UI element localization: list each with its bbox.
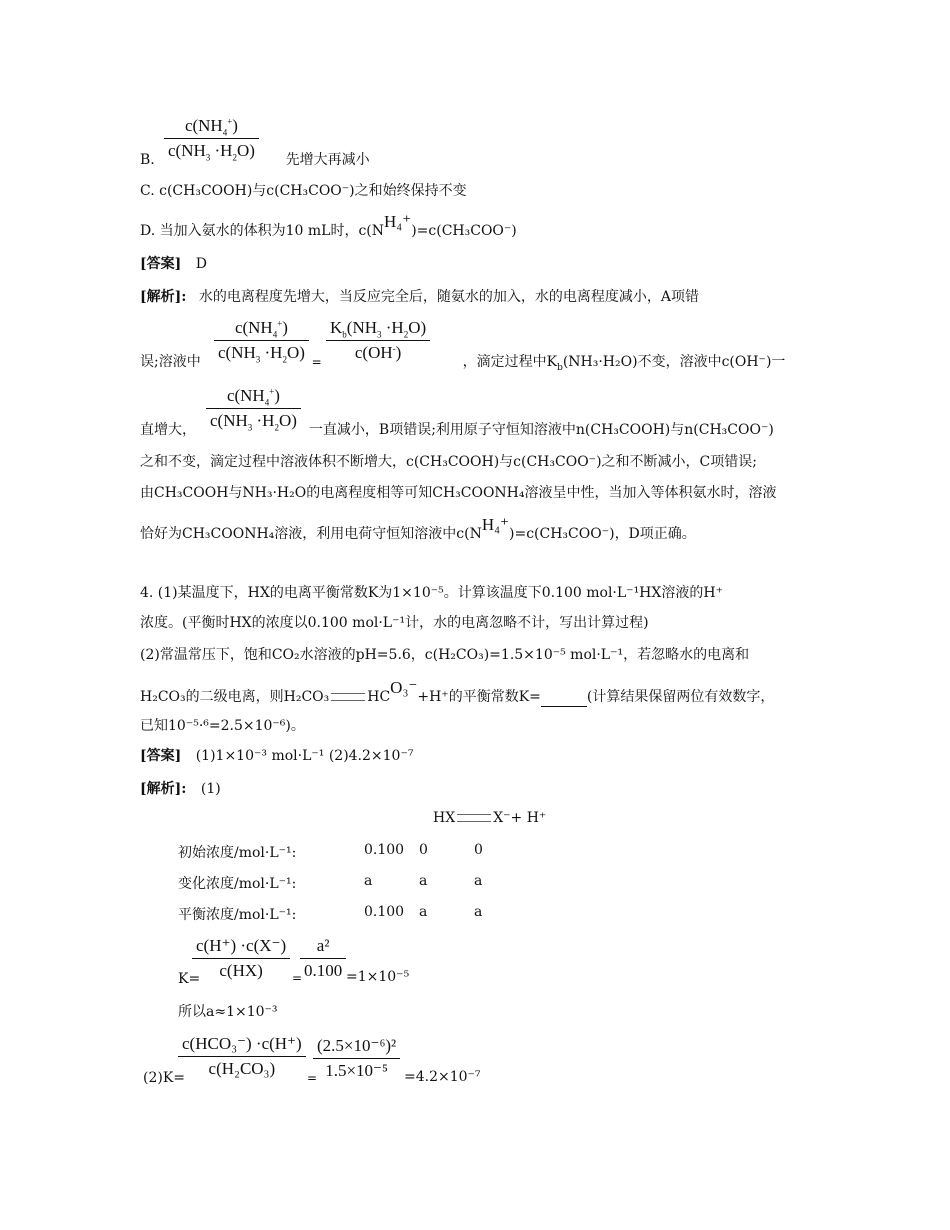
fraction-k-hx bbox=[192, 936, 290, 981]
option-d bbox=[140, 212, 517, 241]
option-b bbox=[140, 150, 370, 170]
answer-blank bbox=[541, 692, 587, 707]
so-a-approx: 所以a≈1×10⁻³ bbox=[178, 1004, 278, 1020]
answer-2-value: (1)1×10⁻³ mol·L⁻¹ (2)4.2×10⁻⁷ bbox=[195, 748, 414, 764]
analysis-1-line-6-post: )=c(CH₃COO⁻)，D项正确。 bbox=[509, 526, 696, 542]
k2-result: =4.2×10⁻⁷ bbox=[404, 1069, 481, 1085]
frac-num-sub: 4 bbox=[222, 127, 228, 138]
reaction-right: X⁻+ H⁺ bbox=[493, 810, 547, 826]
analysis-1-line-2-post: ，滴定过程中K bbox=[462, 354, 558, 370]
option-c: C. c(CH₃COOH)与c(CH₃COO⁻)之和始终保持不变 bbox=[140, 183, 467, 199]
analysis-1-line-6-pre: 恰好为CH₃COONH₄溶液，利用电荷守恒知溶液中c(N bbox=[140, 526, 482, 542]
reaction-left: HX bbox=[433, 810, 456, 826]
k-hco3-num: c(HCO₃⁻) ·c(H⁺) bbox=[178, 1034, 306, 1057]
q4-line-5: 已知10⁻⁵·⁶=2.5×10⁻⁶)。 bbox=[140, 718, 305, 734]
k-equals: = bbox=[292, 971, 303, 985]
answer-2-label: [答案] bbox=[140, 748, 182, 764]
analysis-2-header bbox=[140, 779, 221, 799]
answer-2 bbox=[140, 746, 413, 766]
values-num: (2.5×10⁻⁶)² bbox=[313, 1036, 400, 1059]
row-initial-label: 初始浓度/mol·L⁻¹: bbox=[178, 845, 297, 861]
analysis-1-line-6-ion: H₄⁺ bbox=[481, 515, 510, 534]
analysis-1-line-1 bbox=[140, 287, 699, 307]
k-hx-num: c(H⁺) ·c(X⁻) bbox=[192, 936, 290, 959]
analysis-1-label: [解析]: bbox=[140, 289, 187, 305]
equilibrium-arrow-2 bbox=[457, 814, 491, 822]
fraction-values bbox=[313, 1036, 400, 1081]
q4-line-2: 浓度。(平衡时HX的浓度以0.100 mol·L⁻¹计，水的电离忽略不计，写出计算过程) bbox=[140, 615, 649, 631]
kb-symbol: K bbox=[330, 318, 343, 337]
k-result: =1×10⁻⁵ bbox=[346, 969, 410, 985]
answer-1-value: D bbox=[195, 256, 207, 272]
q4-line-1: 4. (1)某温度下，HX的电离平衡常数K为1×10⁻⁵。计算该温度下0.100 mol·L⁻¹HX溶液的H⁺ bbox=[140, 585, 723, 601]
row-equilibrium-c3: a bbox=[474, 904, 483, 920]
analysis-2-part: (1) bbox=[200, 781, 221, 797]
fraction-nh4-over-nh3h2o-2: $\frac{c(NH_4^+)}{c(NH_3 \cdot H_2O)}$ bbox=[214, 318, 309, 363]
row-equilibrium-c2: a bbox=[419, 904, 428, 920]
k-hco3-den: c(H₂CO₃) bbox=[208, 1059, 276, 1078]
kb-sub: b bbox=[342, 329, 347, 340]
fraction-nh4-over-nh3h2o-3: $\frac{c(NH_4^+)}{c(NH_3 \cdot H_2O)}$ bbox=[206, 386, 301, 431]
q4-line-4 bbox=[140, 678, 775, 707]
k2-equals: = bbox=[307, 1071, 318, 1085]
q4-hc: HC bbox=[367, 689, 391, 705]
option-d-ion: H₄⁺ bbox=[384, 212, 412, 231]
option-d-post: )=c(CH₃COO⁻) bbox=[411, 223, 517, 239]
option-b-text: 先增大再减小 bbox=[285, 152, 370, 168]
k-label: K= bbox=[178, 971, 201, 987]
fraction-k-hco3 bbox=[178, 1034, 306, 1079]
option-d-pre: D. 当加入氨水的体积为10 mL时，c(N bbox=[140, 223, 385, 239]
frac-den-mid: ·H bbox=[210, 141, 233, 160]
row-initial-c1: 0.100 bbox=[364, 842, 405, 858]
q4-o3-ion: O₃⁻ bbox=[390, 678, 418, 697]
fraction-nh4-over-nh3h2o: $\frac{c(NH_4^+)}{c(NH_3 \cdot H_2O)}$ bbox=[164, 116, 259, 161]
frac-num-sup: + bbox=[227, 116, 233, 127]
a2-num: a² bbox=[300, 936, 346, 959]
analysis-1-text-1: 水的电离程度先增大，当反应完全后，随氨水的加入，水的电离程度减小，A项错 bbox=[198, 289, 699, 305]
row-initial-c2: 0 bbox=[419, 842, 428, 858]
row-equilibrium-label: 平衡浓度/mol·L⁻¹: bbox=[178, 907, 297, 923]
a2-den: 0.100 bbox=[304, 961, 343, 980]
analysis-1-line-2-pre: 误;溶液中 bbox=[140, 354, 201, 370]
analysis-1-line-3-pre: 直增大， bbox=[140, 422, 196, 438]
oh-den: c(OH bbox=[354, 343, 393, 362]
k2-label: (2)K= bbox=[143, 1070, 186, 1086]
equals-sign: = bbox=[311, 355, 322, 369]
analysis-1-line-4: 之和不变，滴定过程中溶液体积不断增大，c(CH₃COOH)与c(CH₃COO⁻)之和不断减小，C项错误; bbox=[140, 454, 757, 470]
option-b-label: B. bbox=[140, 152, 155, 168]
k-hx-den: c(HX) bbox=[219, 961, 263, 980]
analysis-1-line-5: 由CH₃COOH与NH₃·H₂O的电离程度相等可知CH₃COONH₄溶液呈中性，当加入等体积氨水时，溶液 bbox=[140, 485, 777, 501]
q4-line-4-pre: H₂CO₃的二级电离，则H₂CO₃ bbox=[140, 689, 330, 705]
q4-line-4-post: +H⁺的平衡常数K= bbox=[417, 689, 541, 705]
analysis-1-line-6 bbox=[140, 515, 696, 544]
frac-den: c(NH bbox=[168, 141, 206, 160]
row-equilibrium-c1: 0.100 bbox=[364, 904, 405, 920]
analysis-1-line-2 bbox=[140, 352, 785, 372]
kb-rest: (NH bbox=[346, 318, 377, 337]
analysis-1-line-3 bbox=[140, 420, 774, 440]
row-change-label: 变化浓度/mol·L⁻¹: bbox=[178, 876, 297, 892]
row-initial-c3: 0 bbox=[474, 842, 483, 858]
frac-den-end: O) bbox=[236, 141, 255, 160]
equilibrium-arrow bbox=[331, 693, 365, 701]
row-change-c1: a bbox=[364, 873, 373, 889]
fraction-kb-over-oh: $\frac{K_b(NH_3 \cdot H_2O)}{c(OH^-)}$ bbox=[326, 318, 430, 363]
q4-line-4-tail: (计算结果保留两位有效数字， bbox=[586, 689, 775, 705]
row-change-c2: a bbox=[419, 873, 428, 889]
analysis-2-label: [解析]: bbox=[140, 781, 187, 797]
kb-sub-2: b bbox=[557, 362, 563, 373]
analysis-1-line-2-post2: (NH₃·H₂O)不变，溶液中c(OH⁻)一 bbox=[562, 354, 786, 370]
frac-num: c(NH bbox=[184, 116, 223, 135]
analysis-1-line-3-post: 一直减小，B项错误;利用原子守恒知溶液中n(CH₃COOH)与n(CH₃COO⁻) bbox=[308, 422, 774, 438]
oh-den-sup: - bbox=[392, 343, 396, 354]
fraction-a2 bbox=[300, 936, 346, 981]
frac-den-sub2: 2 bbox=[232, 152, 237, 163]
values-den: 1.5×10⁻⁵ bbox=[325, 1061, 388, 1080]
reaction-equation bbox=[433, 810, 546, 826]
row-change-c3: a bbox=[474, 873, 483, 889]
answer-1 bbox=[140, 254, 207, 274]
q4-line-3: (2)常温常压下，饱和CO₂水溶液的pH=5.6，c(H₂CO₃)=1.5×10⁻⁵ mol·L⁻¹，若忽略水的电离和 bbox=[140, 647, 750, 663]
answer-1-label: [答案] bbox=[140, 256, 182, 272]
frac-den-sub: 3 bbox=[205, 152, 211, 163]
